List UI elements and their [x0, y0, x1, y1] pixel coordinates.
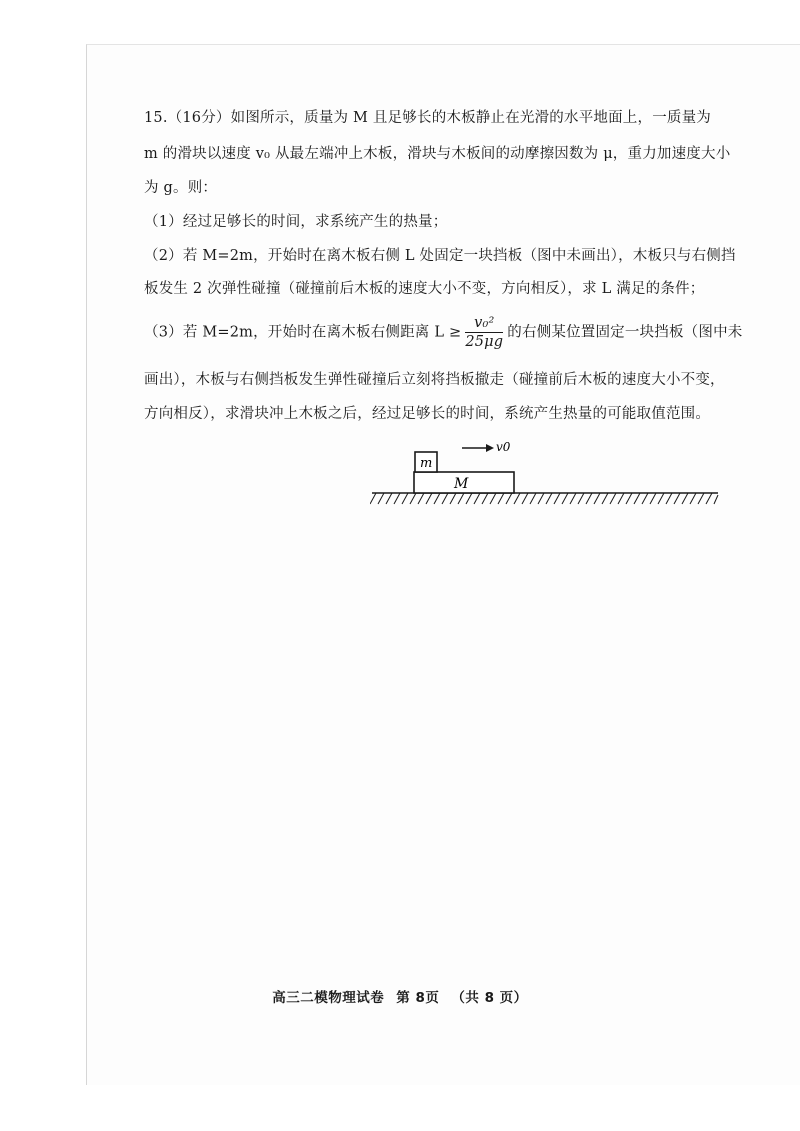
part-2-line-1: （2）若 M=2m，开始时在离木板右侧 L 处固定一块挡板（图中未画出），木板只与右侧挡	[144, 248, 736, 264]
slider-block-label: m	[420, 456, 433, 471]
footer-page: 第 8页	[396, 990, 440, 1006]
ground-hatching	[370, 493, 718, 504]
velocity-arrow-head	[486, 444, 494, 452]
part-2-line-2: 板发生 2 次弹性碰撞（碰撞前后木板的速度大小不变，方向相反），求 L 满足的条件；	[144, 281, 705, 297]
part-1-text: （1）经过足够长的时间，求系统产生的热量；	[144, 214, 448, 230]
part-3-line-2: 画出），木板与右侧挡板发生弹性碰撞后立刻将挡板撤走（碰撞前后木板的速度大小不变，	[144, 372, 725, 388]
question-number: 15.	[144, 110, 168, 126]
velocity-label: v0	[496, 440, 511, 454]
question-points: （16分）	[167, 110, 231, 126]
stem-text-1: 如图所示，质量为 M 且足够长的木板静止在光滑的水平地面上，一质量为	[230, 110, 711, 126]
question-stem-line-2: m 的滑块以速度 v₀ 从最左端冲上木板，滑块与木板间的动摩擦因数为 μ，重力加速度大小	[144, 146, 731, 162]
fraction-numerator: v₀²	[465, 314, 503, 333]
question-stem-line-1	[144, 108, 711, 128]
fraction-denominator: 25μg	[465, 334, 504, 350]
part-3-line-3: 方向相反），求滑块冲上木板之后，经过足够长的时间，系统产生热量的可能取值范围。	[144, 406, 711, 422]
footer-title: 高三二模物理试卷	[272, 990, 385, 1006]
page-footer	[0, 986, 800, 1006]
question-stem-line-3: 为 g。则：	[144, 180, 218, 196]
physics-diagram	[370, 436, 720, 516]
condition-fraction	[465, 314, 503, 351]
part-3-prefix: （3）若 M=2m，开始时在离木板右侧距离 L ≥	[144, 324, 462, 341]
part-3-suffix: 的右侧某位置固定一块挡板（图中未	[507, 324, 743, 341]
board-label: M	[454, 476, 469, 492]
exam-sheet	[86, 44, 800, 1085]
footer-total: （共 8 页）	[451, 990, 528, 1006]
part-3-line-1	[144, 314, 742, 351]
